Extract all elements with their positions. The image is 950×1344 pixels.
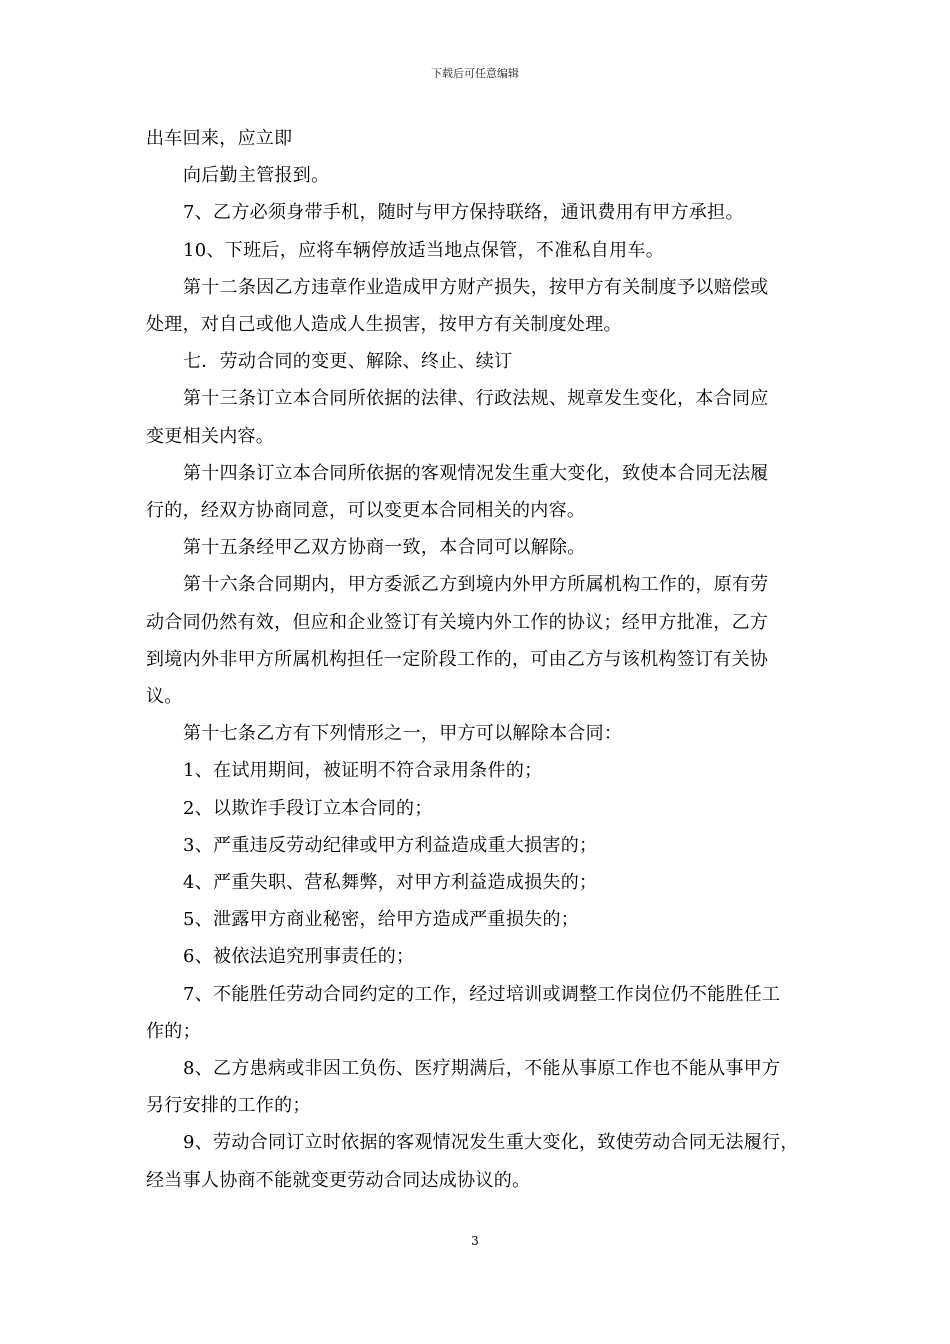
text-line: 经当事人协商不能就变更劳动合同达成协议的。 <box>146 1169 531 1191</box>
text-line: 第十六条合同期内，甲方委派乙方到境内外甲方所属机构工作的，原有劳 <box>183 574 769 596</box>
text-line: 到境内外非甲方所属机构担任一定阶段工作的，可由乙方与该机构签订有关协 <box>146 648 769 670</box>
text-line: 9、劳动合同订立时依据的客观情况发生重大变化，致使劳动合同无法履行， <box>183 1132 799 1154</box>
text-line: 8、乙方患病或非因工负伤、医疗期满后，不能从事原工作也不能从事甲方 <box>183 1058 781 1080</box>
text-line: 第十三条订立本合同所依据的法律、行政法规、规章发生变化，本合同应 <box>183 388 769 410</box>
text-line: 作的； <box>146 1020 201 1042</box>
text-line: 6、被依法追究刑事责任的； <box>183 946 415 968</box>
page-number: 3 <box>471 1234 479 1248</box>
text-line: 1、在试用期间，被证明不符合录用条件的； <box>183 760 543 782</box>
text-line: 处理，对自己或他人造成人生损害，按甲方有关制度处理。 <box>146 314 622 336</box>
text-line: 变更相关内容。 <box>146 425 275 447</box>
text-line: 行的，经双方协商同意，可以变更本合同相关的内容。 <box>146 500 586 522</box>
page-header: 下载后可任意编辑 <box>431 67 519 80</box>
text-line: 3、严重违反劳动纪律或甲方利益造成重大损害的； <box>183 834 598 856</box>
text-line: 第十二条因乙方违章作业造成甲方财产损失，按甲方有关制度予以赔偿或 <box>183 276 769 298</box>
text-line: 向后勤主管报到。 <box>183 165 330 187</box>
text-line: 5、泄露甲方商业秘密，给甲方造成严重损失的； <box>183 909 580 931</box>
text-line: 2、以欺诈手段订立本合同的； <box>183 797 433 819</box>
text-line: 第十七条乙方有下列情形之一，甲方可以解除本合同： <box>183 723 623 745</box>
document-body <box>146 120 806 1199</box>
text-line: 第十五条经甲乙双方协商一致，本合同可以解除。 <box>183 537 586 559</box>
text-line: 7、不能胜任劳动合同约定的工作，经过培训或调整工作岗位仍不能胜任工 <box>183 983 781 1005</box>
text-line: 议。 <box>146 686 183 708</box>
text-line: 动合同仍然有效，但应和企业签订有关境内外工作的协议；经甲方批准，乙方 <box>146 611 769 633</box>
text-line: 7、乙方必须身带手机，随时与甲方保持联络，通讯费用有甲方承担。 <box>183 202 744 224</box>
text-line: 第十四条订立本合同所依据的客观情况发生重大变化，致使本合同无法履 <box>183 462 769 484</box>
text-line: 七．劳动合同的变更、解除、终止、续订 <box>183 351 513 373</box>
text-line: 10、下班后，应将车辆停放适当地点保管，不准私自用车。 <box>183 239 665 261</box>
text-line: 另行安排的工作的； <box>146 1095 311 1117</box>
text-line: 4、严重失职、营私舞弊，对甲方利益造成损失的； <box>183 872 598 894</box>
text-line: 出车回来，应立即 <box>146 128 293 149</box>
